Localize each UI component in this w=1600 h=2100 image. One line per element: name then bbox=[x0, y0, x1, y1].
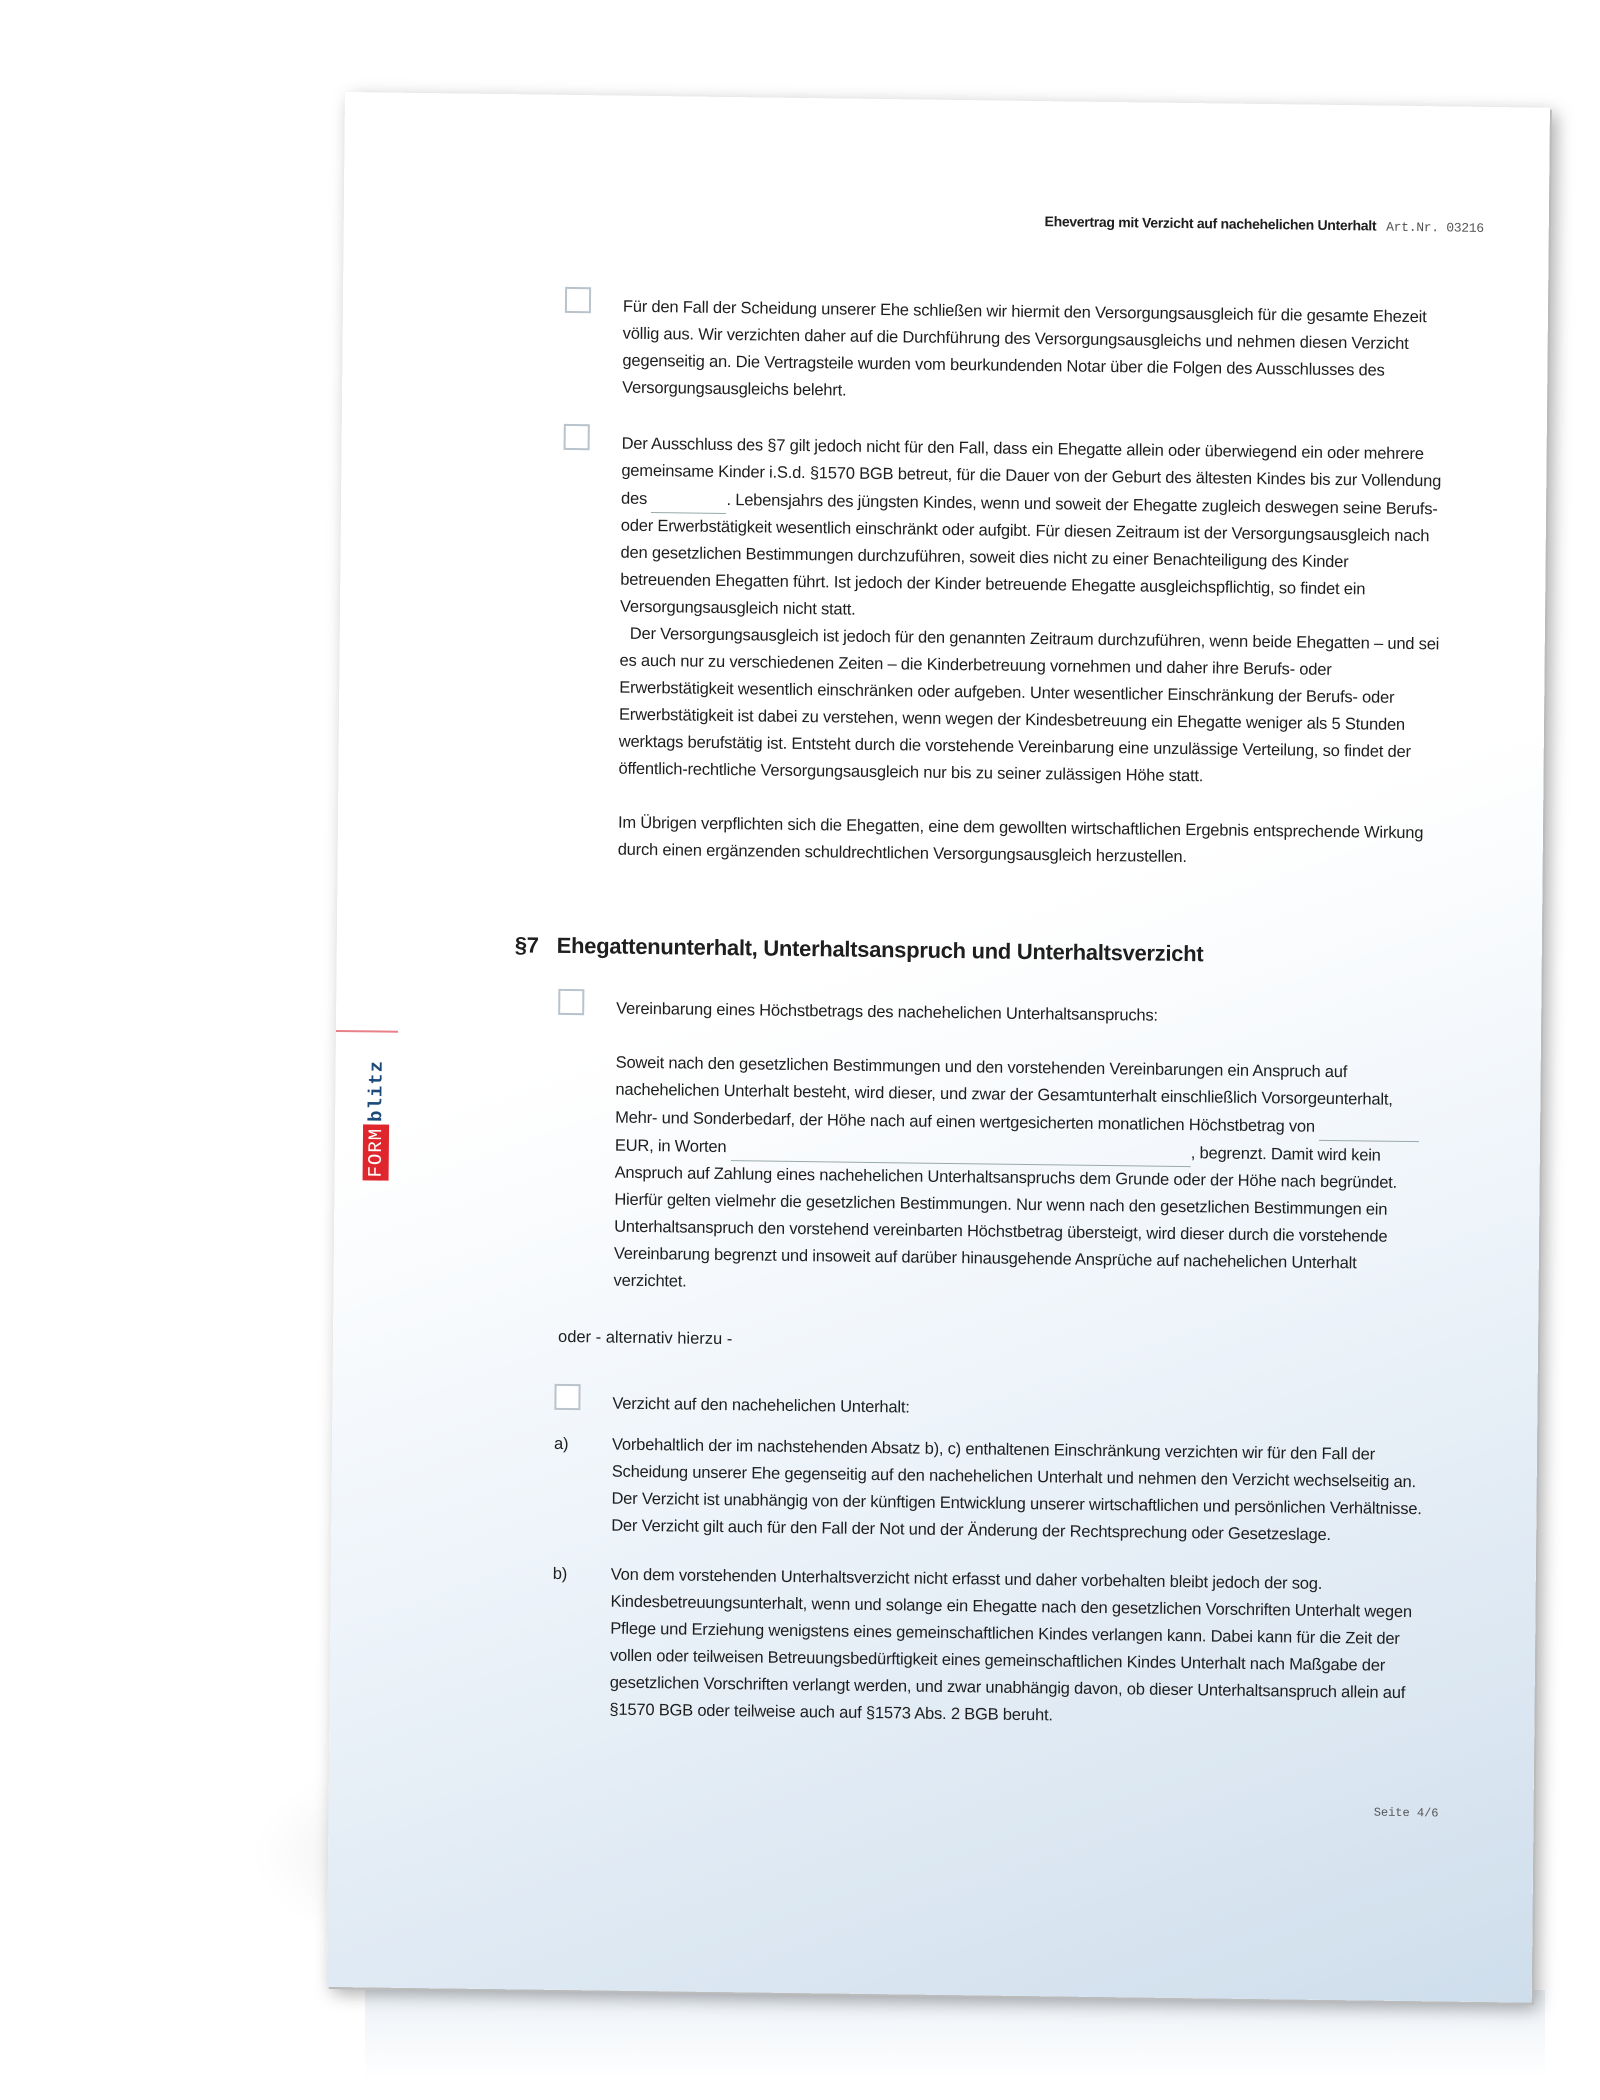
option-max-amount-label: Vereinbarung eines Höchstbetrags des nachehelichen Unterhaltsanspruchs: bbox=[616, 999, 1158, 1025]
option-waiver-label: Verzicht auf den nachehelichen Unterhalt: bbox=[612, 1394, 910, 1417]
logo-form: FORM bbox=[363, 1125, 390, 1181]
exception-text-4: Im Übrigen verpflichten sich die Ehegatten, eine dem gewollten wirtschaftlichen Ergebnis entsprechende Wirkung durch einen ergänzenden schuldrechtlichen Versorgungsausgleich herzustellen. bbox=[617, 813, 1424, 867]
item-text: Von dem vorstehenden Unterhaltsverzicht nicht erfasst und daher vorbehalten bleibt jedoch der sog. Kindesbetreuungsunterhalt, wenn und solange ein Ehegatte nach den gesetzlichen Vorschriften Unterhalt wegen Pflege und Erziehung wenigstens eines gemeinschaftlichen Kindes verlangen kann. Dabei kann für die Zeit der vollen oder teilweisen Betreuungsbedürftigkeit eines gemeinschaftlichen Kindes Unterhalt nach Maßgabe der gesetzlichen Vorschriften verlangt werden, und zwar unabhängig davon, ob dieser Unterhaltsanspruch allein auf §1570 BGB oder teilweise auch auf §1573 Abs. 2 BGB beruht. bbox=[609, 1565, 1412, 1725]
amount-field[interactable] bbox=[1319, 1113, 1419, 1142]
item-text: Vorbehaltlich der im nachstehenden Absatz b), c) enthaltenen Einschränkung verzichten wir für den Fall der Scheidung unserer Ehe gegenseitig auf den nachehelichen Unterhalt und nehmen den Verzicht wechselseitig an. Der Verzicht ist unabhängig von der künftigen Entwicklung unserer wirtschaftlichen und persönlichen Verhältnisse. Der Verzicht gilt auch für den Fall der Not und der Änderung der Rechtsprechung oder Gesetzeslage. bbox=[611, 1435, 1422, 1545]
max-amount-text-1: Soweit nach den gesetzlichen Bestimmungen und den vorstehenden Vereinbarungen ein Anspruch auf nachehelichen Unterhalt besteht, wird dieser, und zwar der Gesamtunterhalt einschließlich Vorsorgeunterhalt, Mehr- und Sonderbedarf, der Höhe nach auf einen wertgesicherten monatlichen Höchstbetrag von bbox=[615, 1053, 1393, 1136]
exception-text-2: . Lebensjahrs des jüngsten Kindes, wenn und soweit der Ehegatte zugleich deswegen seine Berufs- oder Erwerbstätigkeit wesentlich einschränkt oder aufgibt. Für diesen Zeitraum ist der Versorgungsausgleich nach den gesetzlichen Bestimmungen durchzuführen, soweit dies nicht zu einer Benachteiligung des Kinder betreuenden Ehegatten führt. Ist jedoch der Kinder betreuende Ehegatte ausgleichspflichtig, so findet ein Versorgungsausgleich nicht statt. bbox=[619, 491, 1438, 619]
page-header bbox=[1044, 213, 1483, 236]
checkbox-exception[interactable] bbox=[564, 424, 590, 450]
checkbox-max-amount[interactable] bbox=[558, 989, 584, 1015]
max-amount-text-2: EUR, in Worten bbox=[614, 1136, 727, 1157]
exception-text-1: Der Ausschluss des §7 gilt jedoch nicht für den Fall, dass ein Ehegatte allein oder überwiegend ein oder mehrere gemeinsame Kinder i.S.d. §1570 BGB betreut, für die Dauer von der Geburt des ältesten Kindes bis zur Vollendung des bbox=[621, 434, 1442, 508]
exception-text-3: Der Versorgungsausgleich ist jedoch für den genannten Zeitraum durchzuführen, wenn beide Ehegatten – und sei es auch nur zu verschiedenen Zeiten – die Kinderbetreuung vornehmen und daher ihre Berufs- oder Erwerbstätigkeit wesentlich einschränken oder aufgeben. Unter wesentlicher Einschränkung der Berufs- oder Erwerbstätigkeit ist dabei zu verstehen, wenn wegen der Kindesbetreuung ein Ehegatte weniger als 5 Stunden werktags berufstätig ist. Entsteht durch die vorstehende Vereinbarung eine unzulässige Verteilung, so findet der öffentlich-rechtliche Versorgungsausgleich nur bis zu seiner zulässigen Höhe statt. bbox=[618, 624, 1440, 786]
clause-exclusion-text: Für den Fall der Scheidung unserer Ehe schließen wir hiermit den Versorgungsausgleich für die gesamte Ehezeit völlig aus. Wir verzichten daher auf die Durchführung des Versorgungsausgleichs und nehmen diesen Verzicht gegenseitig an. Die Vertragsteile wurden vom beurkundenden Notar über die Folgen des Ausschlusses des Versorgungsausgleichs belehrt. bbox=[622, 297, 1427, 400]
checkbox-exclusion[interactable] bbox=[565, 287, 591, 313]
amount-in-words-field[interactable] bbox=[731, 1133, 1191, 1167]
age-blank-field[interactable] bbox=[651, 485, 726, 514]
logo-line bbox=[336, 1030, 398, 1033]
item-label: b) bbox=[552, 1564, 568, 1584]
section-title: Ehegattenunterhalt, Unterhaltsanspruch und Unterhaltsverzicht bbox=[556, 932, 1204, 967]
waiver-item-b bbox=[552, 1562, 1430, 1735]
section-number: §7 bbox=[514, 932, 539, 958]
section-heading bbox=[515, 932, 1204, 967]
alternative-note: oder - alternativ hierzu - bbox=[557, 1327, 733, 1349]
document-page bbox=[327, 92, 1550, 2003]
checkbox-waiver[interactable] bbox=[554, 1384, 580, 1410]
page-number: Seite 4/6 bbox=[1373, 1805, 1439, 1821]
clause-exclusion bbox=[622, 294, 1443, 413]
clause-exception bbox=[618, 431, 1442, 875]
max-amount-text-3: , begrenzt. Damit wird kein Anspruch auf Zahlung eines nachehelichen Unterhaltsanspruchs dem Grunde oder der Höhe nach begründet. Hierfür gelten vielmehr die gesetzlichen Bestimmungen. Nur wenn nach den gesetzlichen Bestimmungen ein Unterhaltsanspruch den vorstehend vereinbarten Höchstbetrag übersteigt, wird dieser durch die vorstehende Vereinbarung begrenzt und insoweit auf darüber hinausgehende Ansprüche auf nachehelichen Unterhalt verzichtet. bbox=[613, 1144, 1398, 1291]
item-label: a) bbox=[553, 1434, 569, 1454]
article-number: Art.Nr. 03216 bbox=[1386, 219, 1484, 236]
formblitz-logo bbox=[365, 1030, 396, 1180]
waiver-item-a bbox=[553, 1432, 1432, 1551]
option-waiver bbox=[552, 1391, 1432, 1735]
logo-blitz: blitz bbox=[365, 1059, 388, 1123]
option-max-amount bbox=[613, 996, 1436, 1306]
document-title: Ehevertrag mit Verzicht auf nachehelichen Unterhalt bbox=[1044, 213, 1377, 234]
page-reflection bbox=[365, 1990, 1545, 2080]
